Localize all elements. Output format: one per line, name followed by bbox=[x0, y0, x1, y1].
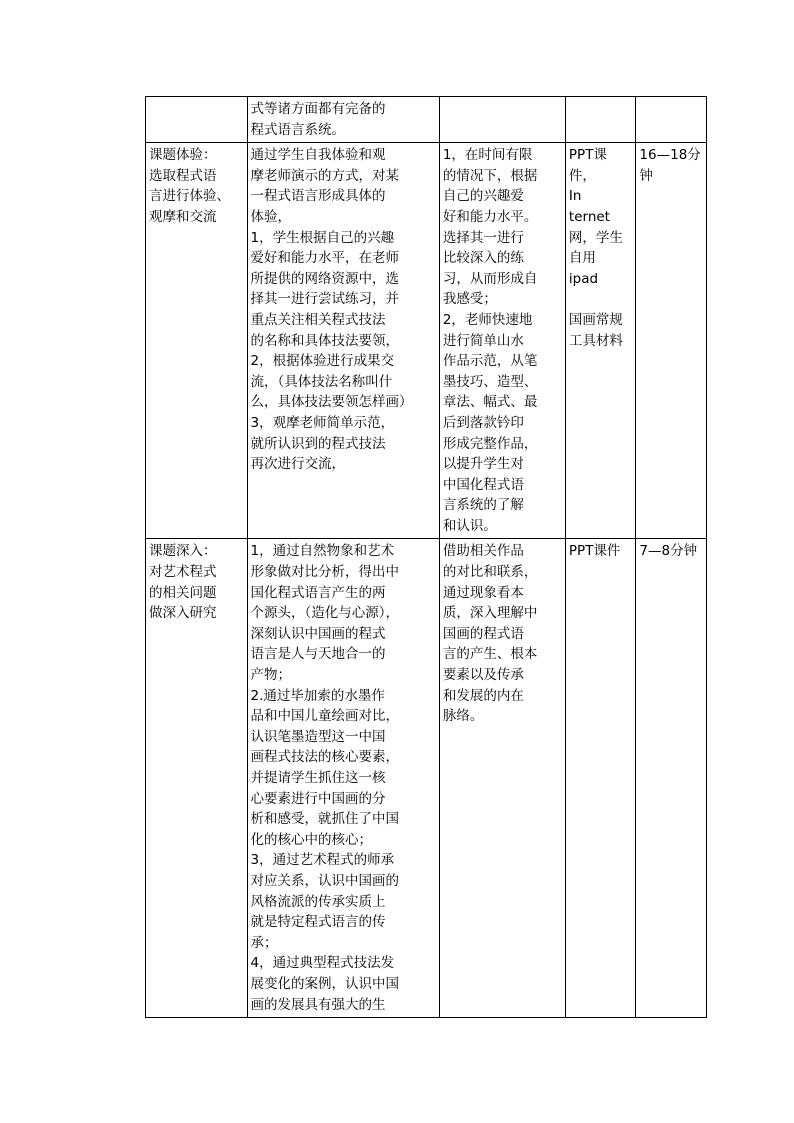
intent-cell bbox=[439, 97, 565, 143]
time-cell bbox=[636, 97, 707, 143]
resources-cell bbox=[565, 97, 636, 143]
activity-cell: 式等诸方面都有完备的 程式语言系统。 bbox=[247, 97, 439, 143]
intent-cell: 借助相关作品 的对比和联系， 通过现象看本 质，深入理解中 国画的程式语 言的产生、根本 要素以及传承 和发展的内在 脉络。 bbox=[439, 539, 565, 1018]
resources-cell: PPT课件， In ternet 网，学生 自用 ipad 国画常规 工具材料 bbox=[565, 143, 636, 539]
resources-cell: PPT课件 bbox=[565, 539, 636, 1018]
stage-cell bbox=[146, 97, 248, 143]
lesson-plan-table bbox=[145, 96, 707, 1018]
table-row bbox=[146, 539, 707, 1018]
stage-cell: 课题深入： 对艺术程式 的相关问题 做深入研究 bbox=[146, 539, 248, 1018]
intent-cell: 1，在时间有限 的情况下，根据 自己的兴趣爱 好和能力水平。 选择其一进行 比较深入的练 习，从而形成自 我感受； 2，老师快速地 进行简单山水 作品示范，从笔 墨技巧、造型、 章法、幅式、最 后到落款钤印 形成完整作品， 以提升学生对 中国化程式语 言系统的了解 和认识。 bbox=[439, 143, 565, 539]
table-row bbox=[146, 97, 707, 143]
time-cell: 7—8分钟 bbox=[636, 539, 707, 1018]
activity-cell: 通过学生自我体验和观 摩老师演示的方式，对某 一程式语言形成具体的 体验， 1，学生根据自己的兴趣 爱好和能力水平，在老师 所提供的网络资源中，选 择其一进行尝试练习，并 重点关注相关程式技法 的名称和具体技法要领， 2，根据体验进行成果交 流，（具体技法名称叫什 么，具体技法要领怎样画） 3，观摩老师简单示范， 就所认识到的程式技法 再次进行交流， bbox=[247, 143, 439, 539]
table-row bbox=[146, 143, 707, 539]
activity-cell: 1，通过自然物象和艺术 形象做对比分析，得出中 国化程式语言产生的两 个源头，（造化与心源）， 深刻认识中国画的程式 语言是人与天地合一的 产物； 2.通过毕加索的水墨作 品和中国儿童绘画对比， 认识笔墨造型这一中国 画程式技法的核心要素， 并提请学生抓住这一核 心要素进行中国画的分 析和感受，就抓住了中国 化的核心中的核心； 3，通过艺术程式的师承 对应关系，认识中国画的 风格流派的传承实质上 就是特定程式语言的传 承； 4，通过典型程式技法发 展变化的案例，认识中国 画的发展具有强大的生 bbox=[247, 539, 439, 1018]
stage-cell: 课题体验： 选取程式语 言进行体验、 观摩和交流 bbox=[146, 143, 248, 539]
time-cell: 16—18分 钟 bbox=[636, 143, 707, 539]
